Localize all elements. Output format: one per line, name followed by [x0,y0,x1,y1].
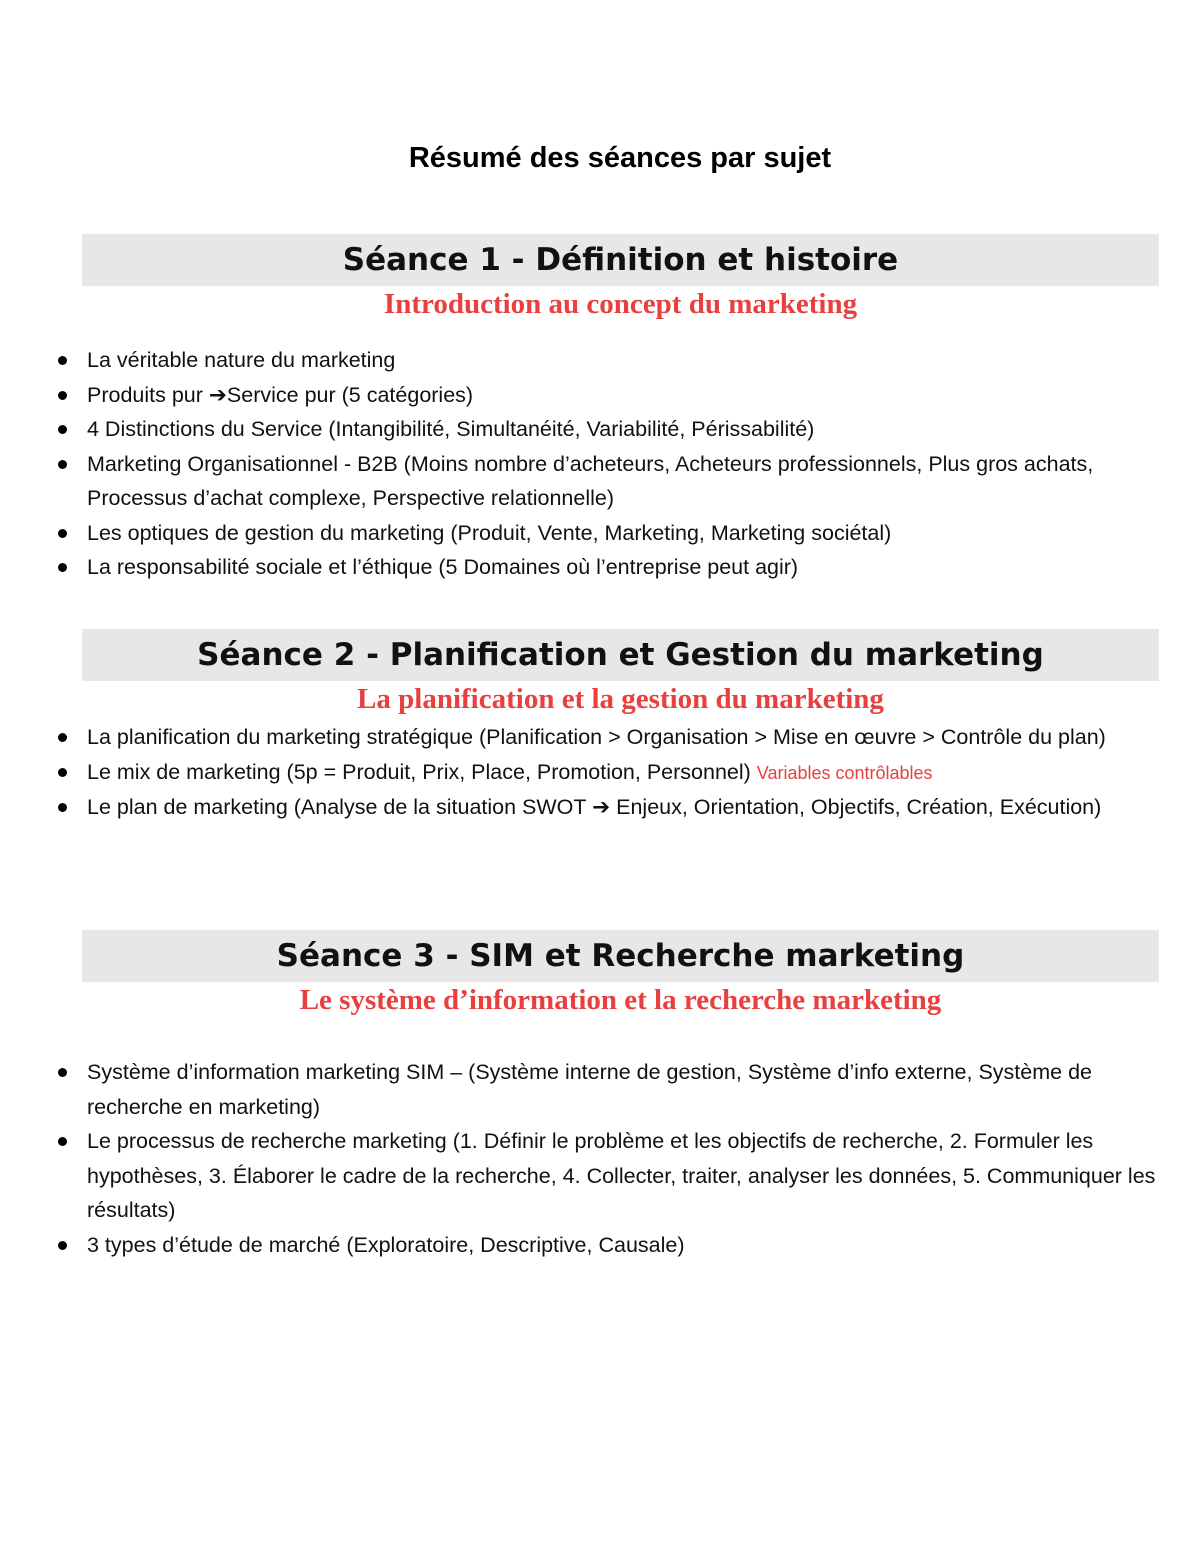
section-1-heading: Séance 1 - Définition et histoire [342,242,899,278]
bullet-icon [58,391,67,400]
section-2-subtitle: La planification et la gestion du marketing [357,683,884,715]
list-item: La planification du marketing stratégique (Planification > Organisation > Mise en œuvre > Contrôle du plan) [50,720,1160,755]
list-item: La responsabilité sociale et l’éthique (5 Domaines où l’entreprise peut agir) [50,550,1160,585]
section-3-bullet-list [50,1055,1160,1262]
bullet-icon [58,803,67,812]
document-title: Résumé des séances par sujet [408,142,832,174]
section-1-subtitle: Introduction au concept du marketing [383,288,858,320]
controllable-variables-note: Variables contrôlables [756,762,933,783]
bullet-icon [58,356,67,365]
list-item: La véritable nature du marketing [50,343,1160,378]
list-item: Le processus de recherche marketing (1. Définir le problème et les objectifs de recherche, 2. Formuler les hypothèses, 3. Élaborer le cadre de la recherche, 4. Collecter, traiter, analyser les données, 5. Communiquer les résultats) [50,1124,1160,1228]
section-3-heading: Séance 3 - SIM et Recherche marketing [276,938,965,974]
bullet-icon [58,1137,67,1146]
bullet-icon [58,1068,67,1077]
bullet-icon [58,768,67,777]
arrow-right-icon: ➔ [592,795,611,819]
list-item: Produits pur ➔Service pur (5 catégories) [50,378,1160,413]
list-item: 4 Distinctions du Service (Intangibilité, Simultanéité, Variabilité, Périssabilité) [50,412,1160,447]
section-2-bullet-list [50,720,1160,825]
arrow-right-icon: ➔ [208,382,227,407]
bullet-icon [58,460,67,469]
list-item: Marketing Organisationnel - B2B (Moins nombre d’acheteurs, Acheteurs professionnels, Plus gros achats, Processus d’achat complexe, Perspective relationnelle) [50,447,1160,516]
list-item: 3 types d’étude de marché (Exploratoire, Descriptive, Causale) [50,1228,1160,1263]
bullet-icon [58,563,67,572]
section-1-bullet-list [50,343,1160,585]
list-item: Le plan de marketing (Analyse de la situation SWOT ➔ Enjeux, Orientation, Objectifs, Création, Exécution) [50,790,1160,825]
list-item: Les optiques de gestion du marketing (Produit, Vente, Marketing, Marketing sociétal) [50,516,1160,551]
bullet-icon [58,733,67,742]
list-item: Le mix de marketing (5p = Produit, Prix, Place, Promotion, Personnel) Variables contrôlables [50,755,1160,791]
section-2-heading: Séance 2 - Planification et Gestion du marketing [197,637,1044,673]
bullet-icon [58,529,67,538]
bullet-icon [58,425,67,434]
list-item: Système d’information marketing SIM – (Système interne de gestion, Système d’info externe, Système de recherche en marketing) [50,1055,1160,1124]
section-3-subtitle: Le système d’information et la recherche marketing [299,984,942,1016]
bullet-icon [58,1241,67,1250]
